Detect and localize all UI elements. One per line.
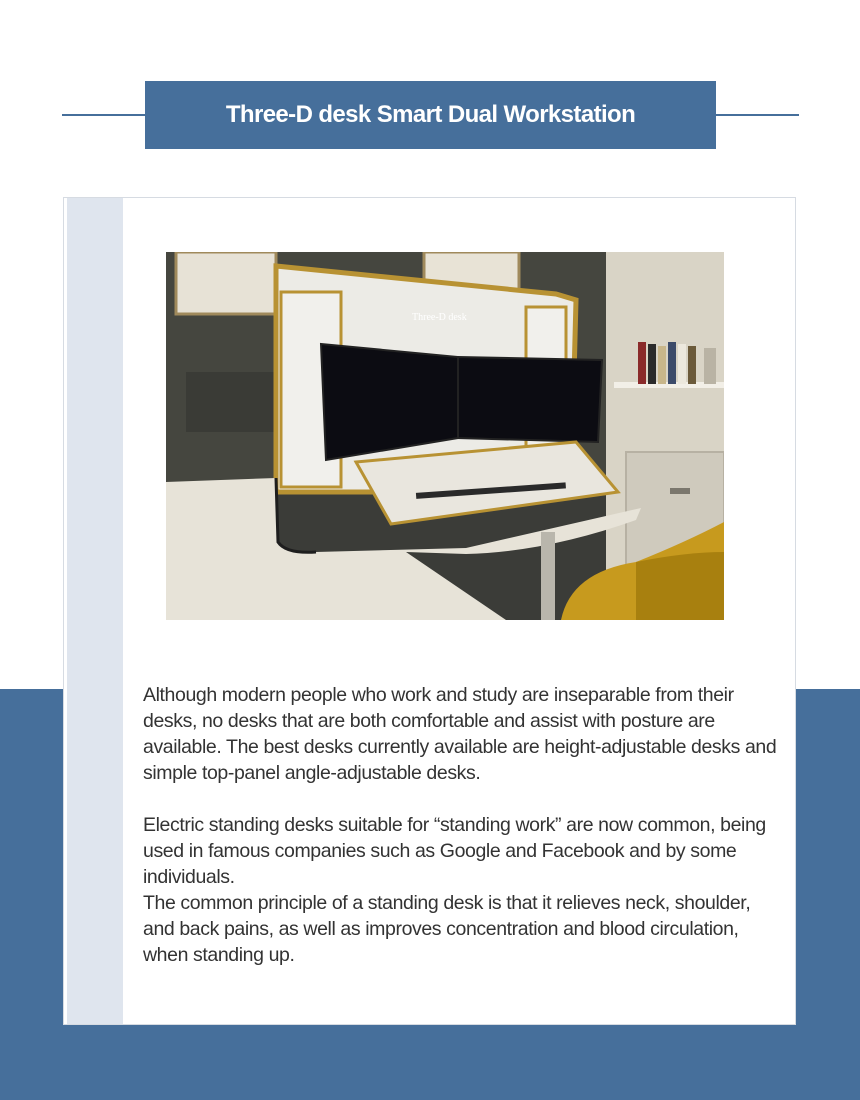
- paragraph-intro: Although modern people who work and study are inseparable from their desks, no desks that are both comfortable and assist with posture are available. The best desks currently available are height-adjustable desks and simple top-panel angle-adjustable desks.: [143, 684, 777, 784]
- desk-brand-label: Three-D desk: [412, 312, 467, 323]
- desk-photo-illustration: [166, 252, 724, 620]
- card-side-stripe: [67, 198, 123, 1024]
- desk-photo: [166, 252, 724, 620]
- paragraph-principle: The common principle of a standing desk is that it relieves neck, shoulder, and back pains, as well as improves concentration and blood circulation, when standing up.: [143, 892, 751, 966]
- page-title-text: Three-D desk Smart Dual Workstation: [225, 101, 636, 128]
- content-card: [63, 197, 796, 1025]
- paragraph-gap: [143, 786, 783, 812]
- title-rule-left: [62, 114, 146, 116]
- title-rule-right: [716, 114, 799, 116]
- paragraph-standing-desks: Electric standing desks suitable for “standing work” are now common, being used in famous companies such as Google and Facebook and by some individuals.: [143, 814, 766, 888]
- page-title: [145, 81, 716, 149]
- body-text: [143, 682, 783, 968]
